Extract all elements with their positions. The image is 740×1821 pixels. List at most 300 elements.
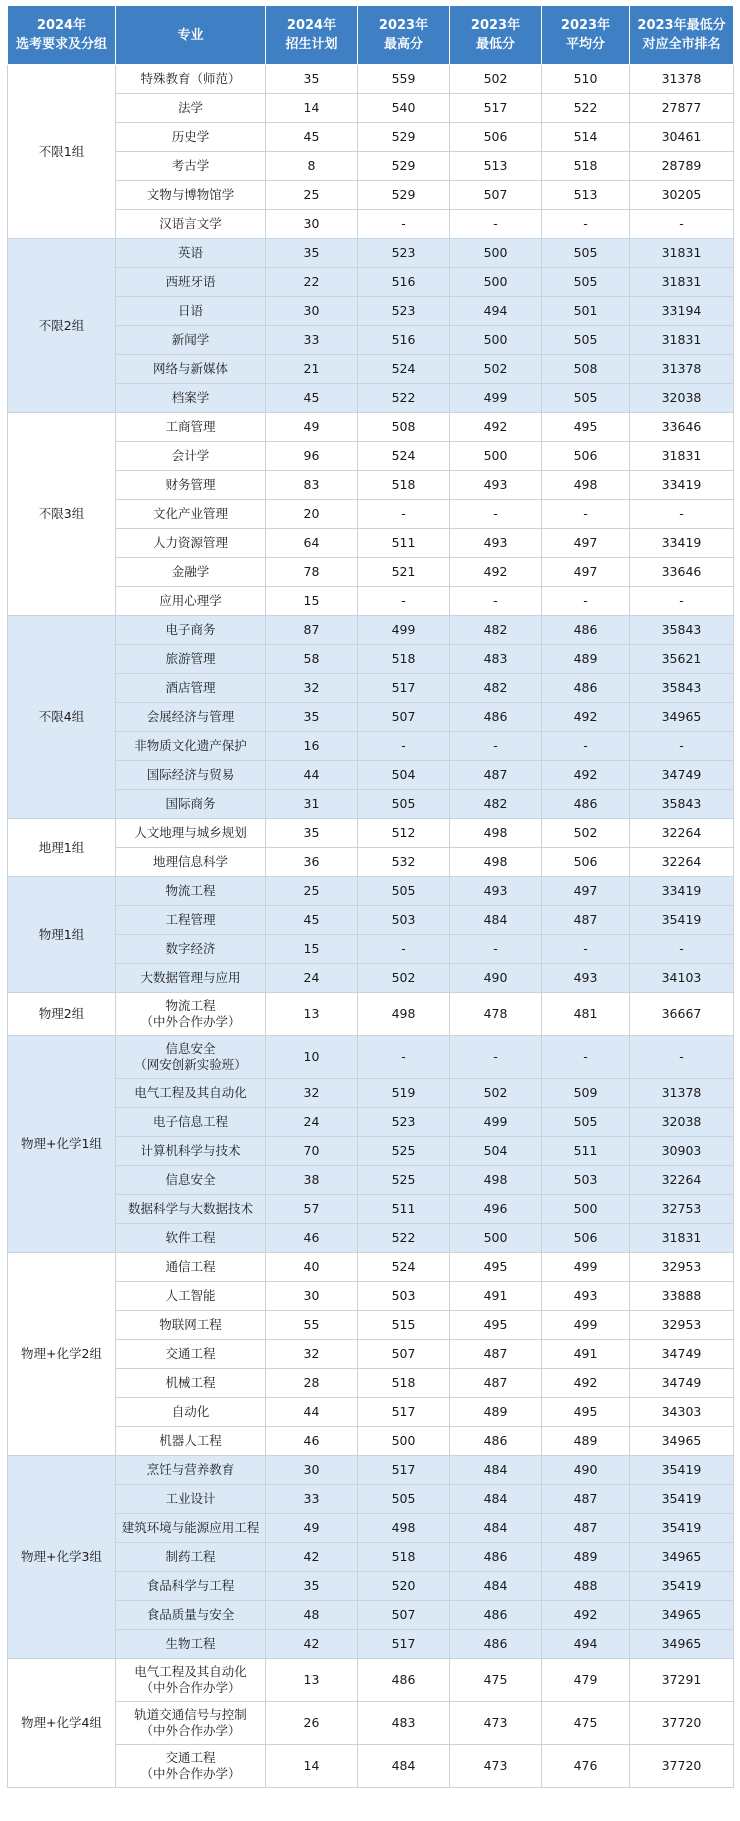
max-score-cell: - [358,500,450,529]
min-score-cell: 500 [450,239,542,268]
avg-score-cell: 492 [542,1369,630,1398]
table-row [8,1137,734,1166]
table-row [8,1659,734,1702]
major-line: 人文地理与城乡规划 [134,825,247,840]
avg-score-cell: - [542,500,630,529]
major-line: 通信工程 [165,1259,216,1274]
min-score-cell: - [450,500,542,529]
max-score-cell: 498 [358,993,450,1036]
avg-score-cell: 509 [542,1079,630,1108]
avg-score-cell: 510 [542,65,630,94]
major-cell [116,210,266,239]
major-cell [116,587,266,616]
major-cell [116,848,266,877]
table-row [8,1079,734,1108]
major-cell [116,558,266,587]
major-cell [116,471,266,500]
max-score-cell: 507 [358,1601,450,1630]
table-row [8,297,734,326]
major-cell [116,326,266,355]
table-row [8,326,734,355]
plan-cell: 33 [266,1485,358,1514]
avg-score-cell: 499 [542,1311,630,1340]
major-line: 会展经济与管理 [146,709,235,724]
rank-cell: - [630,732,734,761]
plan-cell: 32 [266,674,358,703]
major-line: 法学 [177,100,203,115]
plan-cell: 35 [266,703,358,732]
table-row [8,152,734,181]
avg-score-cell: 492 [542,703,630,732]
plan-cell: 55 [266,1311,358,1340]
min-score-cell: 492 [450,558,542,587]
max-score-cell: 522 [358,384,450,413]
major-cell [116,1659,266,1702]
avg-score-cell: 500 [542,1195,630,1224]
major-line: 英语 [177,245,203,260]
major-cell [116,1745,266,1788]
table-row [8,94,734,123]
major-line: 日语 [177,303,203,318]
max-score-cell: - [358,210,450,239]
table-row [8,413,734,442]
table-row [8,1340,734,1369]
major-cell [116,1036,266,1079]
avg-score-cell: 475 [542,1702,630,1745]
max-score-cell: 523 [358,1108,450,1137]
major-line: 大数据管理与应用 [140,970,241,985]
max-score-cell: 518 [358,471,450,500]
admission-score-table [7,5,734,1788]
major-line: 文物与博物馆学 [146,187,235,202]
major-line: 机械工程 [165,1375,216,1390]
table-row [8,1427,734,1456]
major-cell [116,1282,266,1311]
avg-score-cell: 502 [542,819,630,848]
major-line: 物流工程 [165,883,216,898]
max-score-cell: 507 [358,703,450,732]
rank-cell: 34965 [630,1630,734,1659]
rank-cell: 31831 [630,1224,734,1253]
major-cell [116,616,266,645]
rank-cell: 36667 [630,993,734,1036]
major-line: 汉语言文学 [159,216,222,231]
avg-score-cell: - [542,732,630,761]
rank-cell: 34965 [630,1601,734,1630]
header-avg-score: 2023年 平均分 [542,6,630,65]
table-row [8,1485,734,1514]
rank-cell: 32264 [630,819,734,848]
min-score-cell: 490 [450,964,542,993]
max-score-cell: 559 [358,65,450,94]
plan-cell: 24 [266,1108,358,1137]
table-row [8,1166,734,1195]
major-line: 财务管理 [165,477,216,492]
rank-cell: 35843 [630,790,734,819]
major-cell [116,94,266,123]
min-score-cell: 495 [450,1311,542,1340]
min-score-cell: 506 [450,123,542,152]
avg-score-cell: 491 [542,1340,630,1369]
max-score-cell: 522 [358,1224,450,1253]
max-score-cell: 511 [358,1195,450,1224]
plan-cell: 25 [266,181,358,210]
max-score-cell: - [358,732,450,761]
rank-cell: - [630,935,734,964]
min-score-cell: 486 [450,1543,542,1572]
table-row [8,355,734,384]
avg-score-cell: 501 [542,297,630,326]
major-line: 应用心理学 [159,593,222,608]
major-cell [116,819,266,848]
rank-cell: 34965 [630,703,734,732]
header-max-score: 2023年 最高分 [358,6,450,65]
max-score-cell: 507 [358,1340,450,1369]
max-score-cell: - [358,1036,450,1079]
major-line: 旅游管理 [165,651,216,666]
plan-cell: 45 [266,123,358,152]
plan-cell: 15 [266,935,358,964]
plan-cell: 87 [266,616,358,645]
rank-cell: 33888 [630,1282,734,1311]
plan-cell: 42 [266,1543,358,1572]
major-cell [116,529,266,558]
max-score-cell: 529 [358,123,450,152]
table-row [8,1543,734,1572]
plan-cell: 35 [266,1572,358,1601]
header-group: 2024年 选考要求及分组 [8,6,116,65]
plan-cell: 32 [266,1340,358,1369]
min-score-cell: 502 [450,1079,542,1108]
min-score-cell: 484 [450,1514,542,1543]
major-cell [116,297,266,326]
avg-score-cell: 505 [542,384,630,413]
major-line: （中外合作办学） [140,1766,241,1781]
plan-cell: 22 [266,268,358,297]
avg-score-cell: 488 [542,1572,630,1601]
rank-cell: 31831 [630,239,734,268]
avg-score-cell: 492 [542,761,630,790]
avg-score-cell: 487 [542,1514,630,1543]
min-score-cell: 499 [450,384,542,413]
min-score-cell: 482 [450,616,542,645]
plan-cell: 96 [266,442,358,471]
table-row [8,877,734,906]
rank-cell: 33194 [630,297,734,326]
group-name-cell: 物理+化学2组 [8,1253,116,1456]
avg-score-cell: 476 [542,1745,630,1788]
plan-cell: 28 [266,1369,358,1398]
min-score-cell: 500 [450,442,542,471]
rank-cell: - [630,500,734,529]
major-line: 非物质文化遗产保护 [134,738,247,753]
major-cell [116,703,266,732]
group-name-cell: 物理1组 [8,877,116,993]
min-score-cell: 500 [450,326,542,355]
max-score-cell: 512 [358,819,450,848]
avg-score-cell: 511 [542,1137,630,1166]
major-cell [116,1456,266,1485]
min-score-cell: 507 [450,181,542,210]
major-cell [116,239,266,268]
min-score-cell: - [450,210,542,239]
avg-score-cell: 506 [542,848,630,877]
rank-cell: 34303 [630,1398,734,1427]
group-name-cell: 物理2组 [8,993,116,1036]
plan-cell: 31 [266,790,358,819]
rank-cell: - [630,1036,734,1079]
major-cell [116,877,266,906]
major-cell [116,1702,266,1745]
major-cell [116,1572,266,1601]
group-name-cell: 物理+化学1组 [8,1036,116,1253]
min-score-cell: 489 [450,1398,542,1427]
plan-cell: 33 [266,326,358,355]
major-cell [116,1137,266,1166]
header-major: 专业 [116,6,266,65]
plan-cell: 83 [266,471,358,500]
min-score-cell: 499 [450,1108,542,1137]
avg-score-cell: 487 [542,906,630,935]
min-score-cell: - [450,732,542,761]
group-name-cell: 地理1组 [8,819,116,877]
major-line: 金融学 [171,564,210,579]
major-cell [116,761,266,790]
rank-cell: 28789 [630,152,734,181]
max-score-cell: 518 [358,1369,450,1398]
max-score-cell: 540 [358,94,450,123]
min-score-cell: - [450,935,542,964]
group-name-cell: 不限4组 [8,616,116,819]
rank-cell: 35621 [630,645,734,674]
avg-score-cell: 489 [542,645,630,674]
max-score-cell: 503 [358,1282,450,1311]
table-row [8,1224,734,1253]
plan-cell: 21 [266,355,358,384]
min-score-cell: 487 [450,761,542,790]
min-score-cell: 493 [450,471,542,500]
table-row [8,616,734,645]
avg-score-cell: - [542,210,630,239]
major-line: 考古学 [171,158,210,173]
group-name-cell: 不限3组 [8,413,116,616]
avg-score-cell: 499 [542,1253,630,1282]
major-cell [116,1108,266,1137]
plan-cell: 14 [266,1745,358,1788]
min-score-cell: 486 [450,703,542,732]
avg-score-cell: 513 [542,181,630,210]
rank-cell: 32038 [630,384,734,413]
avg-score-cell: 486 [542,616,630,645]
avg-score-cell: 492 [542,1601,630,1630]
rank-cell: 32953 [630,1253,734,1282]
major-line: 历史学 [171,129,210,144]
table-row [8,1456,734,1485]
min-score-cell: 486 [450,1601,542,1630]
major-line: 食品科学与工程 [146,1578,235,1593]
rank-cell: - [630,210,734,239]
avg-score-cell: - [542,587,630,616]
major-line: 交通工程 [165,1346,216,1361]
table-row [8,906,734,935]
plan-cell: 35 [266,65,358,94]
avg-score-cell: 479 [542,1659,630,1702]
major-line: 工业设计 [165,1491,216,1506]
table-row [8,964,734,993]
rank-cell: - [630,587,734,616]
rank-cell: 34749 [630,761,734,790]
max-score-cell: 503 [358,906,450,935]
rank-cell: 34965 [630,1427,734,1456]
rank-cell: 34103 [630,964,734,993]
table-row [8,1601,734,1630]
min-score-cell: 504 [450,1137,542,1166]
table-row [8,1572,734,1601]
table-row [8,935,734,964]
rank-cell: 31831 [630,326,734,355]
table-row [8,848,734,877]
major-line: 文化产业管理 [152,506,228,521]
rank-cell: 35843 [630,674,734,703]
rank-cell: 33419 [630,471,734,500]
major-cell [116,732,266,761]
rank-cell: 30205 [630,181,734,210]
avg-score-cell: 481 [542,993,630,1036]
min-score-cell: 498 [450,1166,542,1195]
plan-cell: 30 [266,1456,358,1485]
plan-cell: 25 [266,877,358,906]
rank-cell: 33419 [630,877,734,906]
min-score-cell: 493 [450,877,542,906]
min-score-cell: 486 [450,1427,542,1456]
rank-cell: 37291 [630,1659,734,1702]
rank-cell: 35419 [630,1456,734,1485]
group-name-cell: 物理+化学3组 [8,1456,116,1659]
min-score-cell: 486 [450,1630,542,1659]
rank-cell: 31378 [630,1079,734,1108]
avg-score-cell: 505 [542,1108,630,1137]
table-row [8,210,734,239]
plan-cell: 45 [266,384,358,413]
plan-cell: 20 [266,500,358,529]
min-score-cell: 494 [450,297,542,326]
major-line: 交通工程 [165,1750,216,1765]
max-score-cell: 525 [358,1166,450,1195]
major-cell [116,1166,266,1195]
rank-cell: 33419 [630,529,734,558]
min-score-cell: 483 [450,645,542,674]
table-row [8,558,734,587]
table-row [8,1108,734,1137]
table-row [8,442,734,471]
major-line: 电子信息工程 [152,1114,228,1129]
max-score-cell: 500 [358,1427,450,1456]
plan-cell: 13 [266,993,358,1036]
avg-score-cell: 489 [542,1427,630,1456]
avg-score-cell: 497 [542,529,630,558]
rank-cell: 27877 [630,94,734,123]
major-line: 国际商务 [165,796,216,811]
major-line: 工商管理 [165,419,216,434]
major-cell [116,384,266,413]
major-cell [116,152,266,181]
major-line: 档案学 [171,390,210,405]
max-score-cell: 498 [358,1514,450,1543]
plan-cell: 32 [266,1079,358,1108]
avg-score-cell: 498 [542,471,630,500]
rank-cell: 33646 [630,558,734,587]
max-score-cell: 529 [358,152,450,181]
plan-cell: 35 [266,239,358,268]
min-score-cell: 475 [450,1659,542,1702]
major-line: 工程管理 [165,912,216,927]
rank-cell: 34749 [630,1340,734,1369]
plan-cell: 46 [266,1224,358,1253]
table-row [8,471,734,500]
major-cell [116,1224,266,1253]
major-line: 地理信息科学 [152,854,228,869]
avg-score-cell: 493 [542,1282,630,1311]
min-score-cell: 484 [450,906,542,935]
min-score-cell: 484 [450,1485,542,1514]
max-score-cell: 516 [358,268,450,297]
table-row [8,819,734,848]
min-score-cell: 484 [450,1456,542,1485]
major-line: 酒店管理 [165,680,216,695]
rank-cell: 32264 [630,1166,734,1195]
major-cell [116,935,266,964]
rank-cell: 31831 [630,442,734,471]
min-score-cell: 482 [450,674,542,703]
table-row [8,732,734,761]
avg-score-cell: - [542,935,630,964]
table-row [8,1702,734,1745]
table-row [8,1311,734,1340]
rank-cell: 37720 [630,1745,734,1788]
table-row [8,500,734,529]
min-score-cell: 500 [450,1224,542,1253]
major-line: 机器人工程 [159,1433,222,1448]
max-score-cell: 505 [358,790,450,819]
major-line: （中外合作办学） [140,1014,241,1029]
max-score-cell: 521 [358,558,450,587]
major-cell [116,181,266,210]
min-score-cell: 473 [450,1702,542,1745]
table-row [8,384,734,413]
avg-score-cell: 495 [542,413,630,442]
plan-cell: 16 [266,732,358,761]
plan-cell: 40 [266,1253,358,1282]
max-score-cell: - [358,935,450,964]
rank-cell: 31378 [630,65,734,94]
avg-score-cell: 497 [542,558,630,587]
max-score-cell: 484 [358,1745,450,1788]
max-score-cell: 515 [358,1311,450,1340]
major-cell [116,123,266,152]
avg-score-cell: - [542,1036,630,1079]
min-score-cell: 500 [450,268,542,297]
major-line: 计算机科学与技术 [140,1143,241,1158]
min-score-cell: 498 [450,819,542,848]
min-score-cell: 487 [450,1340,542,1369]
table-row [8,1253,734,1282]
max-score-cell: 499 [358,616,450,645]
header-plan: 2024年 招生计划 [266,6,358,65]
major-cell [116,645,266,674]
header-rank: 2023年最低分 对应全市排名 [630,6,734,65]
major-cell [116,1485,266,1514]
major-line: （中外合作办学） [140,1680,241,1695]
